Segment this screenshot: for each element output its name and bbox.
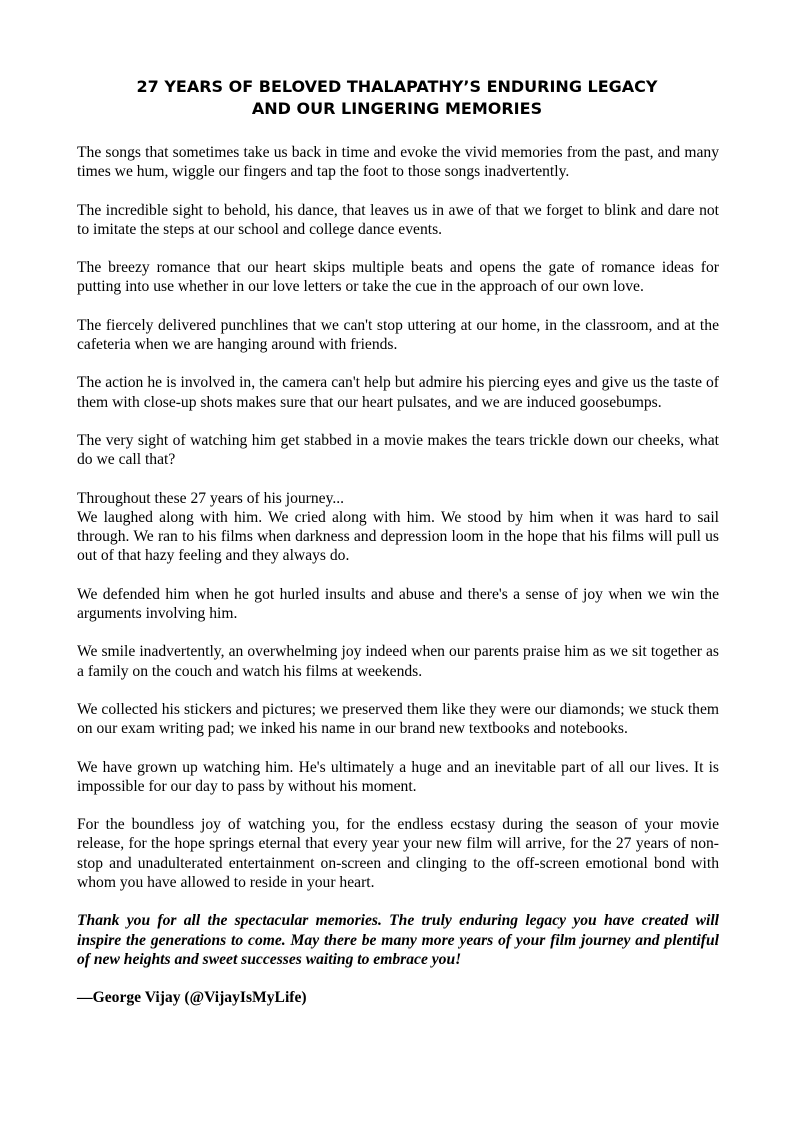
paragraph-smile: We smile inadvertently, an overwhelming joy indeed when our parents praise him as we sit together as a family on the couch and watch his films at weekends. — [77, 643, 719, 680]
article-body — [77, 143, 719, 1027]
signature: —George Vijay (@VijayIsMyLife) — [77, 989, 307, 1007]
paragraph-action: The action he is involved in, the camera can't help but admire his piercing eyes and give us the taste of them with close-up shots makes sure that our heart pulsates, and we are induced goosebumps. — [77, 374, 719, 411]
paragraph-grown-up: We have grown up watching him. He's ultimately a huge and an inevitable part of all our lives. It is impossible for our day to pass by without his moment. — [77, 758, 719, 795]
paragraph-laughed: We laughed along with him. We cried along with him. We stood by him when it was hard to sail through. We ran to his films when darkness and depression loom in the hope that his films will pull us out of that hazy feeling and they always do. — [77, 508, 719, 565]
paragraph-dance: The incredible sight to behold, his dance, that leaves us in awe of that we forget to blink and dare not to imitate the steps at our school and college dance events. — [77, 201, 719, 238]
paragraph-punchlines: The fiercely delivered punchlines that we can't stop uttering at our home, in the classroom, and at the cafeteria when we are hanging around with friends. — [77, 316, 719, 354]
paragraph-songs: The songs that sometimes take us back in time and evoke the vivid memories from the past, and many times we hum, wiggle our fingers and tap the foot to those songs inadvertently. — [77, 144, 719, 181]
title-line-1: 27 YEARS OF BELOVED THALAPATHY’S ENDURING LEGACY — [136, 77, 658, 96]
paragraph-tears: The very sight of watching him get stabbed in a movie makes the tears trickle down our cheeks, what do we call that? — [77, 431, 719, 469]
paragraph-journey-intro: Throughout these 27 years of his journey... — [77, 489, 345, 507]
paragraph-defended: We defended him when he got hurled insults and abuse and there's a sense of joy when we win the arguments involving him. — [77, 585, 719, 623]
paragraph-romance: The breezy romance that our heart skips multiple beats and opens the gate of romance ideas for putting into use whether in our love letters or take the cue in the approach of our own love. — [77, 259, 719, 296]
document-title — [0, 76, 794, 120]
closing-paragraph: Thank you for all the spectacular memories. The truly enduring legacy you have created will inspire the generations to come. May there be many more years of your film journey and plentiful of new heights and sweet successes waiting to embrace you! — [77, 912, 719, 968]
paragraph-stickers: We collected his stickers and pictures; we preserved them like they were our diamonds; we stuck them on our exam writing pad; we inked his name in our brand new textbooks and notebooks. — [77, 700, 719, 738]
title-line-2: AND OUR LINGERING MEMORIES — [251, 99, 543, 118]
paragraph-boundless-joy: For the boundless joy of watching you, for the endless ecstasy during the season of your movie release, for the hope springs eternal that every year your new film will arrive, for the 27 years of non-stop and unadulterated entertainment on-screen and clinging to the off-screen emotional bond with whom you have allowed to reside in your heart. — [77, 816, 719, 892]
